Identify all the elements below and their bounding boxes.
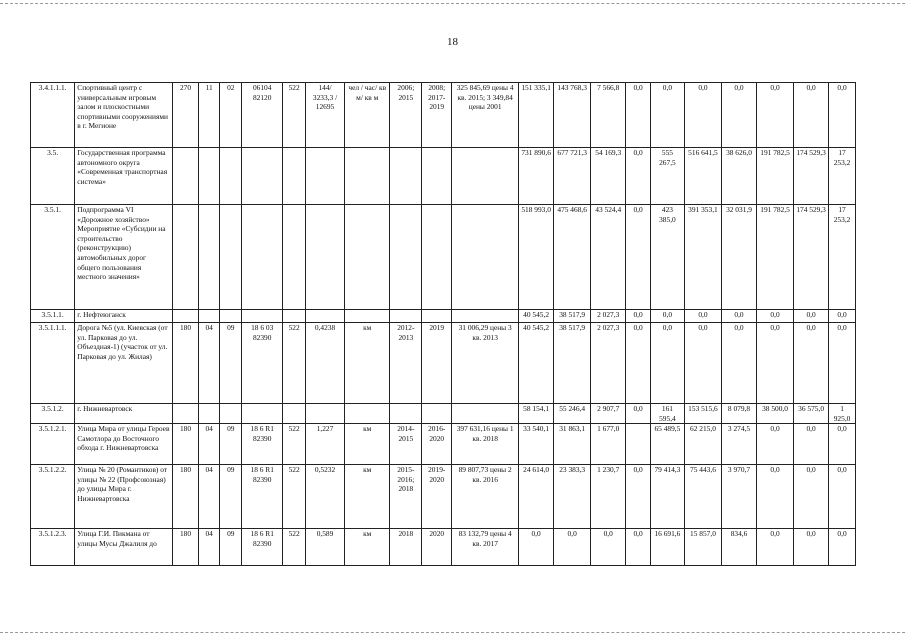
table-cell: 31 863,1 [554,424,591,465]
table-cell [452,205,519,310]
table-cell [220,148,242,205]
row-name-cell: Улица № 20 (Романтиков) от улицы № 22 (Профсоюзная) до улицы Мира г. Нижневартовска [75,465,173,529]
table-cell: 18 6 R1 82390 [242,529,283,566]
table-cell: 55 246,4 [554,404,591,424]
table-cell [198,404,220,424]
table-cell: 2018 [390,529,422,566]
row-code-cell: 3.4.1.1.1. [31,83,75,148]
row-name-cell: Дорога №5 (ул. Киевская (от ул. Парковая до ул. Объездная-1) (участок от ул. Парковая до ул. Жилая) [75,323,173,404]
table-cell: 174 529,3 [794,205,829,310]
table-cell: 325 845,69 цены 4 кв. 2015; 3 349,84 цены 2001 [452,83,519,148]
table-cell [390,148,422,205]
table-cell: чел / час/ кв м/ кв м [345,83,390,148]
table-cell: 2016-2020 [422,424,452,465]
table-cell: 31 006,29 цены 3 кв. 2013 [452,323,519,404]
table-cell: 04 [198,323,220,404]
table-cell [452,310,519,323]
table-cell: 0,0 [626,205,651,310]
table-cell: 04 [198,424,220,465]
table-cell: 33 540,1 [519,424,554,465]
table-cell: 522 [283,465,306,529]
table-cell: 04 [198,465,220,529]
table-cell: 0,0 [757,529,794,566]
table-cell: 0,0 [626,83,651,148]
table-cell: 391 353,1 [684,205,721,310]
table-row [31,83,856,148]
table-cell [422,148,452,205]
table-cell: 0,0 [829,323,856,404]
table-cell: 0,0 [626,310,651,323]
table-cell: 17 253,2 [829,205,856,310]
table-cell: 1,227 [305,424,344,465]
table-cell [283,404,306,424]
table-cell [345,404,390,424]
row-name-cell: Государственная программа автономного округа «Современная транспортная система» [75,148,173,205]
table-row [31,148,856,205]
table-cell: 2006; 2015 [390,83,422,148]
table-cell: 0,0 [829,529,856,566]
table-cell: 09 [220,465,242,529]
table-cell: 0,0 [650,323,684,404]
table-cell: 180 [173,465,199,529]
table-cell: 2008; 2017-2019 [422,83,452,148]
table-cell: 516 641,5 [684,148,721,205]
table-cell: 1 230,7 [591,465,626,529]
table-cell: 555 267,5 [650,148,684,205]
table-cell: 2015-2016; 2018 [390,465,422,529]
table-cell [390,310,422,323]
table-cell [173,205,199,310]
table-cell: 0,0 [794,424,829,465]
table-cell: 2012-2013 [390,323,422,404]
table-cell: 834,6 [722,529,757,566]
table-cell: 731 890,6 [519,148,554,205]
table-cell: км [345,323,390,404]
table-cell [242,404,283,424]
table-cell: 2020 [422,529,452,566]
table-cell: 0,0 [722,83,757,148]
table-cell [305,310,344,323]
table-cell [305,205,344,310]
table-cell: 1 925,0 [829,404,856,424]
table-cell [283,148,306,205]
table-cell: 18 6 R1 82390 [242,424,283,465]
table-cell: 16 691,6 [650,529,684,566]
table-cell: 09 [220,323,242,404]
row-name-cell: г. Нефтеюганск [75,310,173,323]
table-cell: 38 626,0 [722,148,757,205]
table-cell [422,404,452,424]
table-cell [173,310,199,323]
table-cell: 0,0 [794,310,829,323]
table-cell: 83 132,79 цены 4 кв. 2017 [452,529,519,566]
table-cell: 09 [220,529,242,566]
table-cell: 0,0 [757,323,794,404]
row-code-cell: 3.5.1.2.3. [31,529,75,566]
table-cell [198,310,220,323]
table-cell: 180 [173,323,199,404]
row-name-cell: Улица Г.И. Пикмана от улицы Мусы Джалиля до [75,529,173,566]
table-cell: 0,0 [591,529,626,566]
table-cell: 38 500,0 [757,404,794,424]
table-cell: 2014-2015 [390,424,422,465]
table-cell: 23 383,3 [554,465,591,529]
table-cell [345,148,390,205]
table-cell: 0,0 [684,310,721,323]
table-cell: 2 907,7 [591,404,626,424]
table-cell: 75 443,6 [684,465,721,529]
table-cell: 38 517,9 [554,310,591,323]
budget-table [30,82,856,566]
row-code-cell: 3.5. [31,148,75,205]
table-cell: 0,0 [626,404,651,424]
table-cell: 397 631,16 цены 1 кв. 2018 [452,424,519,465]
table-cell: 65 489,5 [650,424,684,465]
table-cell: 180 [173,424,199,465]
table-row [31,323,856,404]
table-cell [242,205,283,310]
table-cell: км [345,424,390,465]
table-row [31,529,856,566]
table-cell: 522 [283,424,306,465]
table-cell [242,310,283,323]
table-cell [452,404,519,424]
table-cell: 18 6 03 82390 [242,323,283,404]
table-cell: 3 274,5 [722,424,757,465]
table-cell [422,205,452,310]
table-cell: 475 468,6 [554,205,591,310]
table-cell: 0,0 [626,148,651,205]
table-cell: 62 215,0 [684,424,721,465]
table-row [31,205,856,310]
table-cell [283,310,306,323]
table-cell: 02 [220,83,242,148]
table-cell: 0,0 [554,529,591,566]
table-cell: 522 [283,529,306,566]
table-cell: 15 857,0 [684,529,721,566]
table-cell: 0,0 [794,465,829,529]
row-name-cell: Улица Мира от улицы Героев Самотлора до Восточного обхода г. Нижневартовска [75,424,173,465]
table-cell: 0,0 [757,310,794,323]
table-cell: 0,0 [829,310,856,323]
table-row [31,465,856,529]
table-cell: 522 [283,83,306,148]
table-cell: 32 031,9 [722,205,757,310]
table-cell [220,205,242,310]
table-cell [345,310,390,323]
table-cell: 0,0 [650,310,684,323]
table-cell [220,310,242,323]
table-cell: 0,0 [794,529,829,566]
table-cell: 17 253,2 [829,148,856,205]
table-cell: 0,4238 [305,323,344,404]
row-name-cell: Спортивный центр с универсальным игровым залом и плоскостными спортивными сооружениями в г. Мегионе [75,83,173,148]
table-cell: 54 169,3 [591,148,626,205]
table-row [31,310,856,323]
row-code-cell: 3.5.1.2. [31,404,75,424]
bottom-dashed-rule [0,632,905,633]
table-cell: 06104 82120 [242,83,283,148]
table-cell: 2019 [422,323,452,404]
table-cell: 11 [198,83,220,148]
table-cell: 151 335,1 [519,83,554,148]
table-cell: 0,0 [757,465,794,529]
table-cell [283,205,306,310]
table-cell: 0,5232 [305,465,344,529]
table-cell: 0,0 [757,424,794,465]
table-cell: 09 [220,424,242,465]
table-cell: 7 566,8 [591,83,626,148]
table-cell: 0,0 [794,83,829,148]
table-cell [220,404,242,424]
row-code-cell: 3.5.1. [31,205,75,310]
table-cell: 0,0 [794,323,829,404]
table-cell: 79 414,3 [650,465,684,529]
table-cell: км [345,529,390,566]
table-cell: 191 782,5 [757,148,794,205]
table-cell [305,404,344,424]
table-cell: 58 154,1 [519,404,554,424]
table-cell: 518 993,0 [519,205,554,310]
table-cell [173,148,199,205]
table-cell: 0,0 [626,529,651,566]
page-number: 18 [447,36,458,48]
table-cell [390,404,422,424]
row-code-cell: 3.5.1.2.2. [31,465,75,529]
table-cell: 2 027,3 [591,323,626,404]
table-cell: 3 970,7 [722,465,757,529]
table-cell: 24 614,0 [519,465,554,529]
table-cell: 143 768,3 [554,83,591,148]
table-cell: 43 524,4 [591,205,626,310]
table-row [31,424,856,465]
row-code-cell: 3.5.1.2.1. [31,424,75,465]
table-cell: 0,589 [305,529,344,566]
row-code-cell: 3.5.1.1. [31,310,75,323]
table-cell [390,205,422,310]
table-cell: 0,0 [626,465,651,529]
table-cell: 0,0 [829,424,856,465]
table-cell: 677 721,3 [554,148,591,205]
table-cell: 38 517,9 [554,323,591,404]
table-cell: 1 677,0 [591,424,626,465]
table-cell: 0,0 [684,323,721,404]
table-cell: 40 545,2 [519,310,554,323]
table-cell: 174 529,3 [794,148,829,205]
table-cell: 04 [198,529,220,566]
table-cell [198,148,220,205]
row-name-cell: Подпрограмма VI «Дорожное хозяйство» Мероприятие «Субсидии на строительство (реконструкцию) автомобильных дорог общего пользования местного значения» [75,205,173,310]
table-cell [422,310,452,323]
table-cell [198,205,220,310]
table-cell [345,205,390,310]
table-cell: 89 807,73 цены 2 кв. 2016 [452,465,519,529]
table-cell: 180 [173,529,199,566]
table-cell: км [345,465,390,529]
table-cell: 8 079,8 [722,404,757,424]
table-cell: 40 545,2 [519,323,554,404]
table-cell: 0,0 [519,529,554,566]
row-name-cell: г. Нижневартовск [75,404,173,424]
table-cell: 153 515,6 [684,404,721,424]
table-cell: 0,0 [684,83,721,148]
table-cell: 0,0 [829,465,856,529]
table-cell [242,148,283,205]
table-cell: 18 6 R1 82390 [242,465,283,529]
table-cell [305,148,344,205]
table-cell: 144/ 3233,3 / 12695 [305,83,344,148]
table-cell: 0,0 [829,83,856,148]
table-cell: 0,0 [757,83,794,148]
table-cell: 423 385,0 [650,205,684,310]
table-cell: 0,0 [722,310,757,323]
table-cell [452,148,519,205]
table-row [31,404,856,424]
table-cell: 2 027,3 [591,310,626,323]
table-cell [626,424,651,465]
row-code-cell: 3.5.1.1.1. [31,323,75,404]
table-cell: 522 [283,323,306,404]
table-cell: 0,0 [650,83,684,148]
table-cell: 0,0 [722,323,757,404]
table-cell: 36 575,0 [794,404,829,424]
table-cell: 2019-2020 [422,465,452,529]
table-cell: 0,0 [626,323,651,404]
table-cell: 161 595,4 [650,404,684,424]
table-cell [173,404,199,424]
table-cell: 191 782,5 [757,205,794,310]
table-cell: 270 [173,83,199,148]
